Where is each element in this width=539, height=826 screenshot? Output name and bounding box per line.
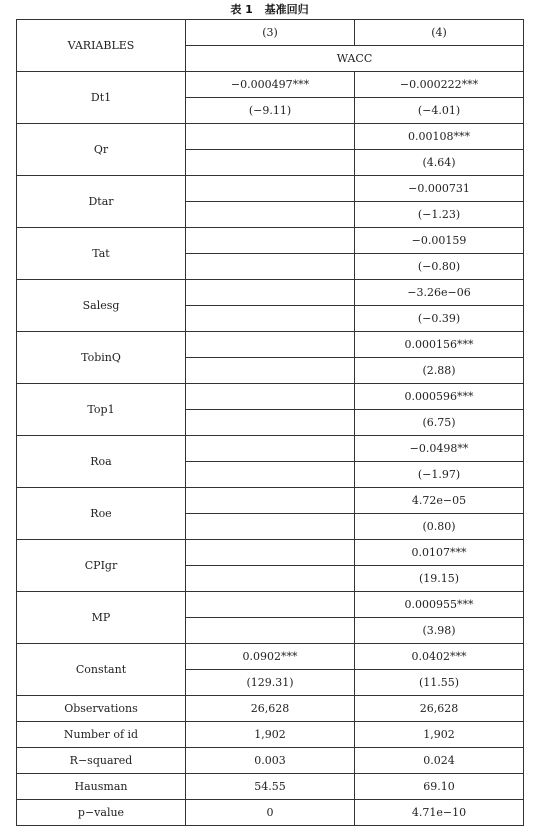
t-stat-col-4: (3.98) [355, 618, 524, 644]
variable-name: Roa [17, 436, 186, 488]
coefficient-col-4: 0.00108*** [355, 124, 524, 150]
coefficient-col-4: 0.000955*** [355, 592, 524, 618]
coefficient-col-4: −0.00159 [355, 228, 524, 254]
column-3-header: (3) [186, 20, 355, 46]
variable-name: TobinQ [17, 332, 186, 384]
t-stat-col-3 [186, 150, 355, 176]
statistic-col-3: 26,628 [186, 696, 355, 722]
coefficient-col-3: 0.0902*** [186, 644, 355, 670]
statistic-row [17, 722, 524, 748]
t-stat-col-4: (6.75) [355, 410, 524, 436]
coefficient-col-3 [186, 332, 355, 358]
t-stat-col-3 [186, 202, 355, 228]
table-title: 基准回归 [264, 3, 309, 16]
statistic-col-4: 69.10 [355, 774, 524, 800]
coefficient-row [17, 124, 524, 150]
coefficient-col-3 [186, 488, 355, 514]
statistic-col-3: 1,902 [186, 722, 355, 748]
t-stat-col-3 [186, 410, 355, 436]
t-stat-col-4: (−0.80) [355, 254, 524, 280]
t-stat-col-4: (−0.39) [355, 306, 524, 332]
coefficient-row [17, 592, 524, 618]
coefficient-row [17, 436, 524, 462]
variable-name: Constant [17, 644, 186, 696]
statistic-row [17, 748, 524, 774]
t-stat-col-3 [186, 254, 355, 280]
t-stat-col-3 [186, 306, 355, 332]
coefficient-col-3: −0.000497*** [186, 72, 355, 98]
coefficient-col-3 [186, 384, 355, 410]
t-stat-col-4: (−1.23) [355, 202, 524, 228]
coefficient-row [17, 540, 524, 566]
coefficient-col-4: −0.0498** [355, 436, 524, 462]
column-4-header: (4) [355, 20, 524, 46]
variable-name: Dtar [17, 176, 186, 228]
t-stat-col-4: (19.15) [355, 566, 524, 592]
variable-name: Dt1 [17, 72, 186, 124]
coefficient-row [17, 280, 524, 306]
coefficient-row [17, 72, 524, 98]
statistic-name: Hausman [17, 774, 186, 800]
t-stat-col-3 [186, 462, 355, 488]
table-caption [0, 2, 539, 18]
statistic-col-3: 54.55 [186, 774, 355, 800]
t-stat-col-3 [186, 514, 355, 540]
variable-name: Tat [17, 228, 186, 280]
regression-table [16, 19, 524, 826]
coefficient-row [17, 332, 524, 358]
coefficient-col-4: 0.000596*** [355, 384, 524, 410]
dependent-variable-header: WACC [186, 46, 524, 72]
t-stat-col-4: (11.55) [355, 670, 524, 696]
statistic-col-4: 26,628 [355, 696, 524, 722]
table-body [17, 20, 524, 826]
coefficient-row [17, 228, 524, 254]
coefficient-col-3 [186, 176, 355, 202]
coefficient-col-3 [186, 228, 355, 254]
variable-name: Qr [17, 124, 186, 176]
t-stat-col-3 [186, 566, 355, 592]
coefficient-col-4: −0.000222*** [355, 72, 524, 98]
coefficient-col-4: 0.0402*** [355, 644, 524, 670]
statistic-col-3: 0.003 [186, 748, 355, 774]
variable-name: Top1 [17, 384, 186, 436]
coefficient-col-4: −3.26e−06 [355, 280, 524, 306]
t-stat-col-3: (−9.11) [186, 98, 355, 124]
t-stat-col-4: (−1.97) [355, 462, 524, 488]
variable-name: MP [17, 592, 186, 644]
t-stat-col-4: (−4.01) [355, 98, 524, 124]
statistic-col-4: 4.71e−10 [355, 800, 524, 826]
statistic-row [17, 696, 524, 722]
coefficient-col-3 [186, 436, 355, 462]
coefficient-row [17, 644, 524, 670]
coefficient-row [17, 488, 524, 514]
statistic-row [17, 774, 524, 800]
coefficient-col-4: 0.000156*** [355, 332, 524, 358]
coefficient-col-4: 4.72e−05 [355, 488, 524, 514]
header-row-columns [17, 20, 524, 46]
coefficient-row [17, 384, 524, 410]
statistic-col-3: 0 [186, 800, 355, 826]
variable-name: Salesg [17, 280, 186, 332]
coefficient-col-3 [186, 592, 355, 618]
coefficient-col-3 [186, 124, 355, 150]
table-number: 表 1 [230, 3, 253, 16]
coefficient-col-4: 0.0107*** [355, 540, 524, 566]
t-stat-col-3: (129.31) [186, 670, 355, 696]
t-stat-col-4: (2.88) [355, 358, 524, 384]
statistic-name: R−squared [17, 748, 186, 774]
coefficient-col-3 [186, 280, 355, 306]
statistic-name: Number of id [17, 722, 186, 748]
t-stat-col-4: (4.64) [355, 150, 524, 176]
coefficient-col-3 [186, 540, 355, 566]
coefficient-col-4: −0.000731 [355, 176, 524, 202]
t-stat-col-3 [186, 618, 355, 644]
variables-header: VARIABLES [17, 20, 186, 72]
variable-name: Roe [17, 488, 186, 540]
statistic-name: Observations [17, 696, 186, 722]
statistic-name: p−value [17, 800, 186, 826]
t-stat-col-3 [186, 358, 355, 384]
coefficient-row [17, 176, 524, 202]
variable-name: CPIgr [17, 540, 186, 592]
statistic-col-4: 1,902 [355, 722, 524, 748]
statistic-col-4: 0.024 [355, 748, 524, 774]
t-stat-col-4: (0.80) [355, 514, 524, 540]
